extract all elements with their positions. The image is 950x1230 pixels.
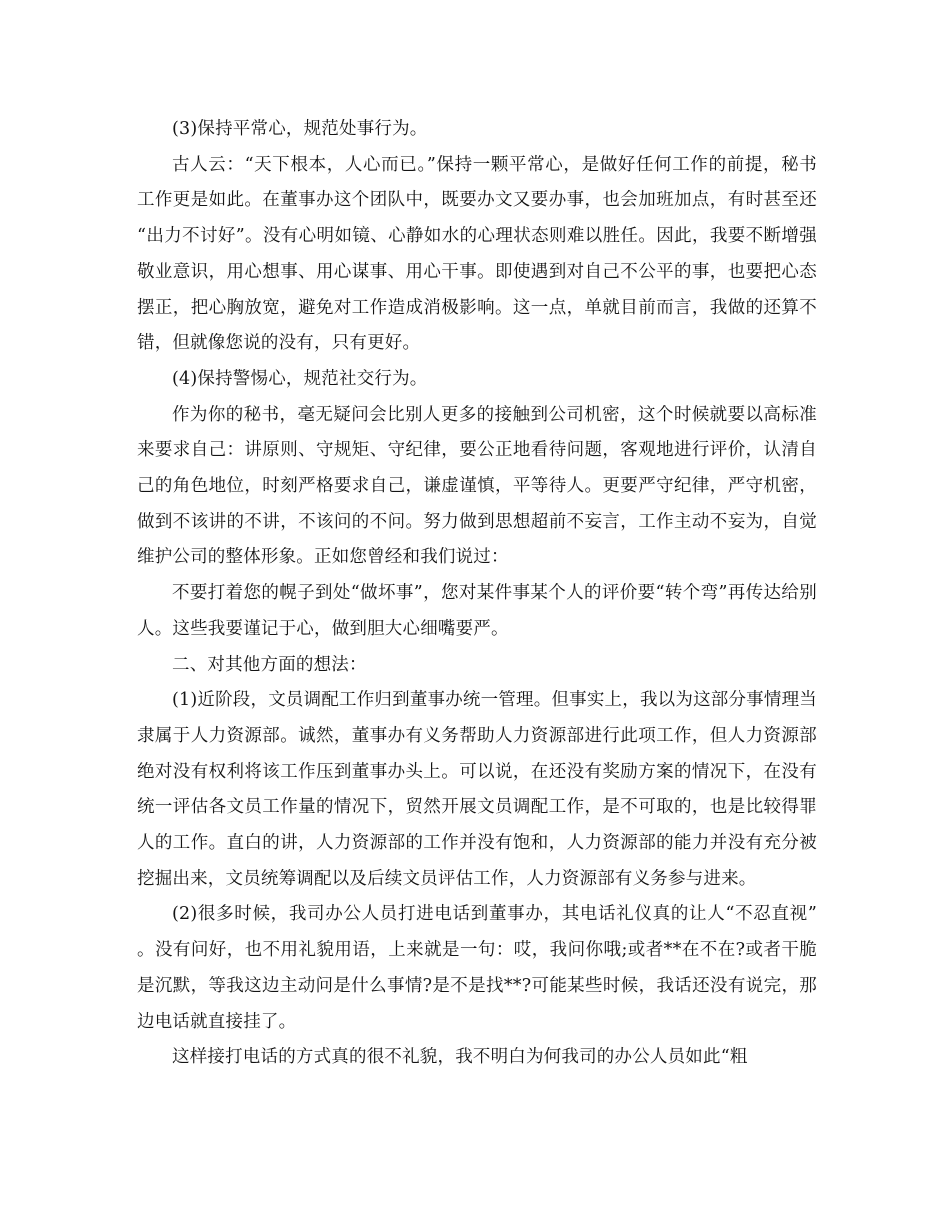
paragraph-calm-mind: 古人云：“天下根本，人心而已。”保持一颗平常心，是做好任何工作的前提，秘书工作更是如此。在董事办这个团队中，既要办文又要办事，也会加班加点，有时甚至还“出力不讨好”。没有心明如镜、心静如水的心理状态则难以胜任。因此，我要不断增强敬业意识，用心想事、用心谋事、用心干事。即使遇到对自己不公平的事，也要把心态摆正，把心胸放宽，避免对工作造成消极影响。这一点，单就目前而言，我做的还算不错，但就像您说的没有，只有更好。 [137, 154, 817, 354]
paragraph-section-3-heading: (3)保持平常心，规范处事行为。 [172, 119, 428, 139]
paragraph-section-4-heading: (4)保持警惕心，规范社交行为。 [172, 368, 428, 389]
document-body [137, 112, 817, 1076]
paragraph-other-thoughts-heading: 二、对其他方面的想法： [172, 654, 367, 675]
paragraph-phone-etiquette: (2)很多时候，我司办公人员打进电话到董事办，其电话礼仪真的让人“不忍直视”。没有问好，也不用礼貌用语，上来就是一句：哎，我问你哦;或者**在不在?或者干脆是沉默，等我这边主动问是什么事情?是不是找**?可能某些时候，我话还没有说完，那边电话就直接挂了。 [137, 904, 817, 1032]
paragraph-phone-etiquette-continued: 这样接打电话的方式真的很不礼貌，我不明白为何我司的办公人员如此“粗 [172, 1047, 748, 1068]
paragraph-quote: 不要打着您的幌子到处“做坏事”，您对某件事某个人的评价要“转个弯”再传达给别人。这些我要谨记于心，做到胆大心细嘴要严。 [137, 583, 817, 639]
paragraph-staff-allocation: (1)近阶段，文员调配工作归到董事办统一管理。但事实上，我以为这部分事情理当隶属于人力资源部。诚然，董事办有义务帮助人力资源部进行此项工作，但人力资源部绝对没有权利将该工作压到董事办头上。可以说，在还没有奖励方案的情况下，在没有统一评估各文员工作量的情况下，贸然开展文员调配工作，是不可取的，也是比较得罪人的工作。直白的讲，人力资源部的工作并没有饱和，人力资源部的能力并没有充分被挖掘出来，文员统筹调配以及后续文员评估工作，人力资源部有义务参与进来。 [137, 690, 817, 889]
paragraph-confidentiality: 作为你的秘书，毫无疑问会比别人更多的接触到公司机密，这个时候就要以高标准来要求自己：讲原则、守规矩、守纪律，要公正地看待问题，客观地进行评价，认清自己的角色地位，时刻严格要求自己，谦虚谨慎，平等待人。更要严守纪律，严守机密，做到不该讲的不讲，不该问的不问。努力做到思想超前不妄言，工作主动不妄为，自觉维护公司的整体形象。正如您曾经和我们说过： [137, 404, 817, 568]
